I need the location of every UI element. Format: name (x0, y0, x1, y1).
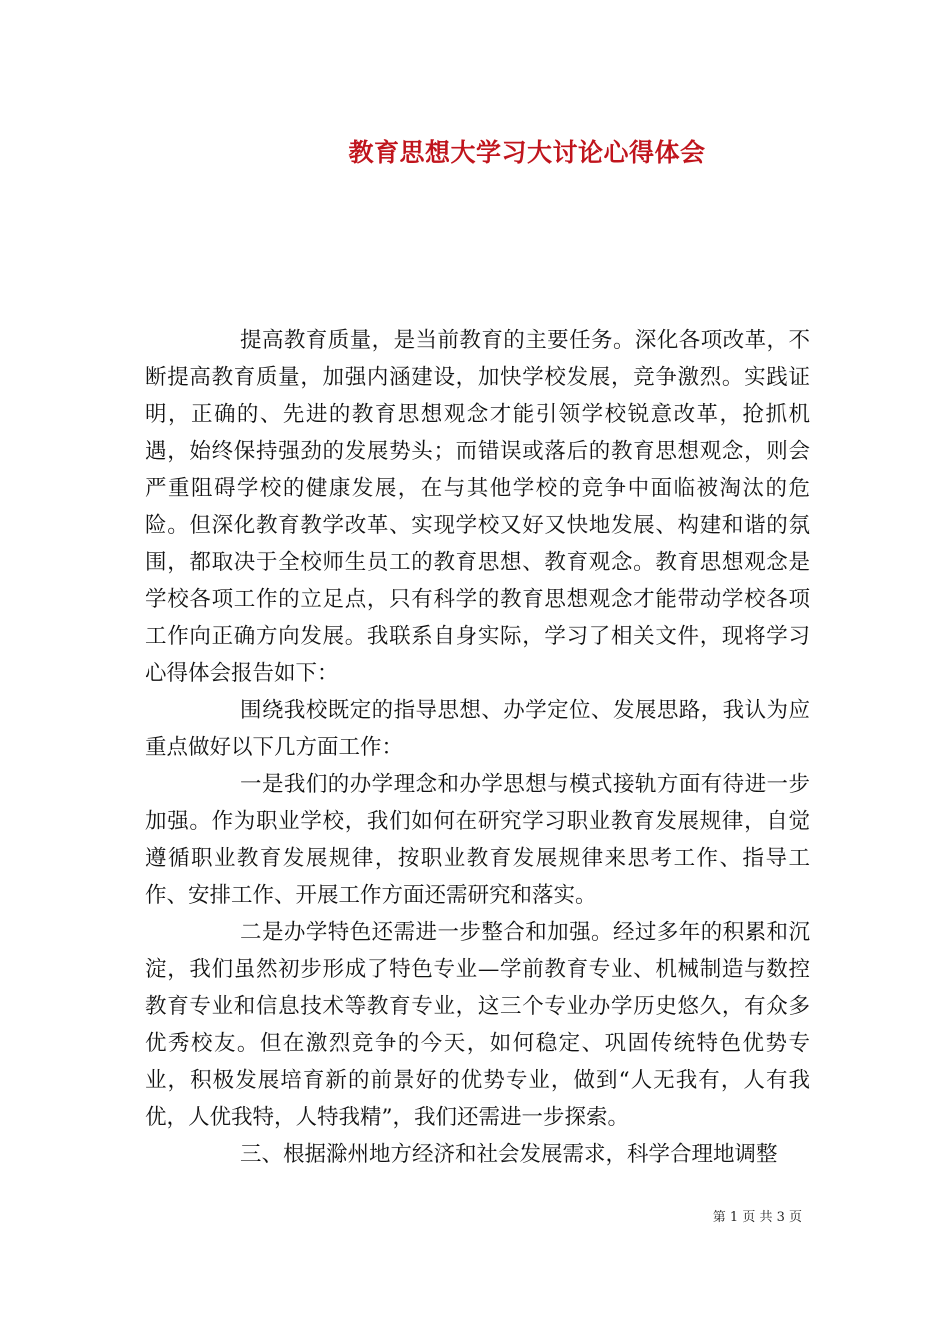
paragraph-intro: 提高教育质量，是当前教育的主要任务。深化各项改革，不断提高教育质量，加强内涵建设，加快学校发展，竞争激烈。实践证明，正确的、先进的教育思想观念才能引领学校锐意改革，抢抓机遇，始终保持强劲的发展势头；而错误或落后的教育思想观念，则会严重阻碍学校的健康发展，在与其他学校的竞争中面临被淘汰的危险。但深化教育教学改革、实现学校又好又快地发展、构建和谐的氛围，都取决于全校师生员工的教育思想、教育观念。教育思想观念是学校各项工作的立足点，只有科学的教育思想观念才能带动学校各项工作向正确方向发展。我联系自身实际，学习了相关文件，现将学习心得体会报告如下： (145, 328, 810, 686)
paragraph-point-one: 一是我们的办学理念和办学思想与模式接轨方面有待进一步加强。作为职业学校，我们如何在研究学习职业教育发展规律，自觉遵循职业教育发展规律，按职业教育发展规律来思考工作、指导工作、安排工作、开展工作方面还需研究和落实。 (145, 772, 810, 908)
paragraph-point-two: 二是办学特色还需进一步整合和加强。经过多年的积累和沉淀，我们虽然初步形成了特色专业—学前教育专业、机械制造与数控教育专业和信息技术等教育专业，这三个专业办学历史悠久，有众多优秀校友。但在激烈竞争的今天，如何稳定、巩固传统特色优势专业，积极发展培育新的前景好的优势专业，做到“人无我有，人有我优，人优我特，人特我精”，我们还需进一步探索。 (145, 920, 810, 1130)
paragraph-point-three: 三、根据滁州地方经济和社会发展需求，科学合理地调整 (240, 1142, 778, 1167)
document-title: 教育思想大学习大讨论心得体会 (348, 138, 706, 167)
page-number: 第 1 页 共 3 页 (712, 1210, 802, 1225)
document-body (145, 322, 810, 1173)
paragraph-focus: 围绕我校既定的指导思想、办学定位、发展思路，我认为应重点做好以下几方面工作： (145, 698, 810, 760)
